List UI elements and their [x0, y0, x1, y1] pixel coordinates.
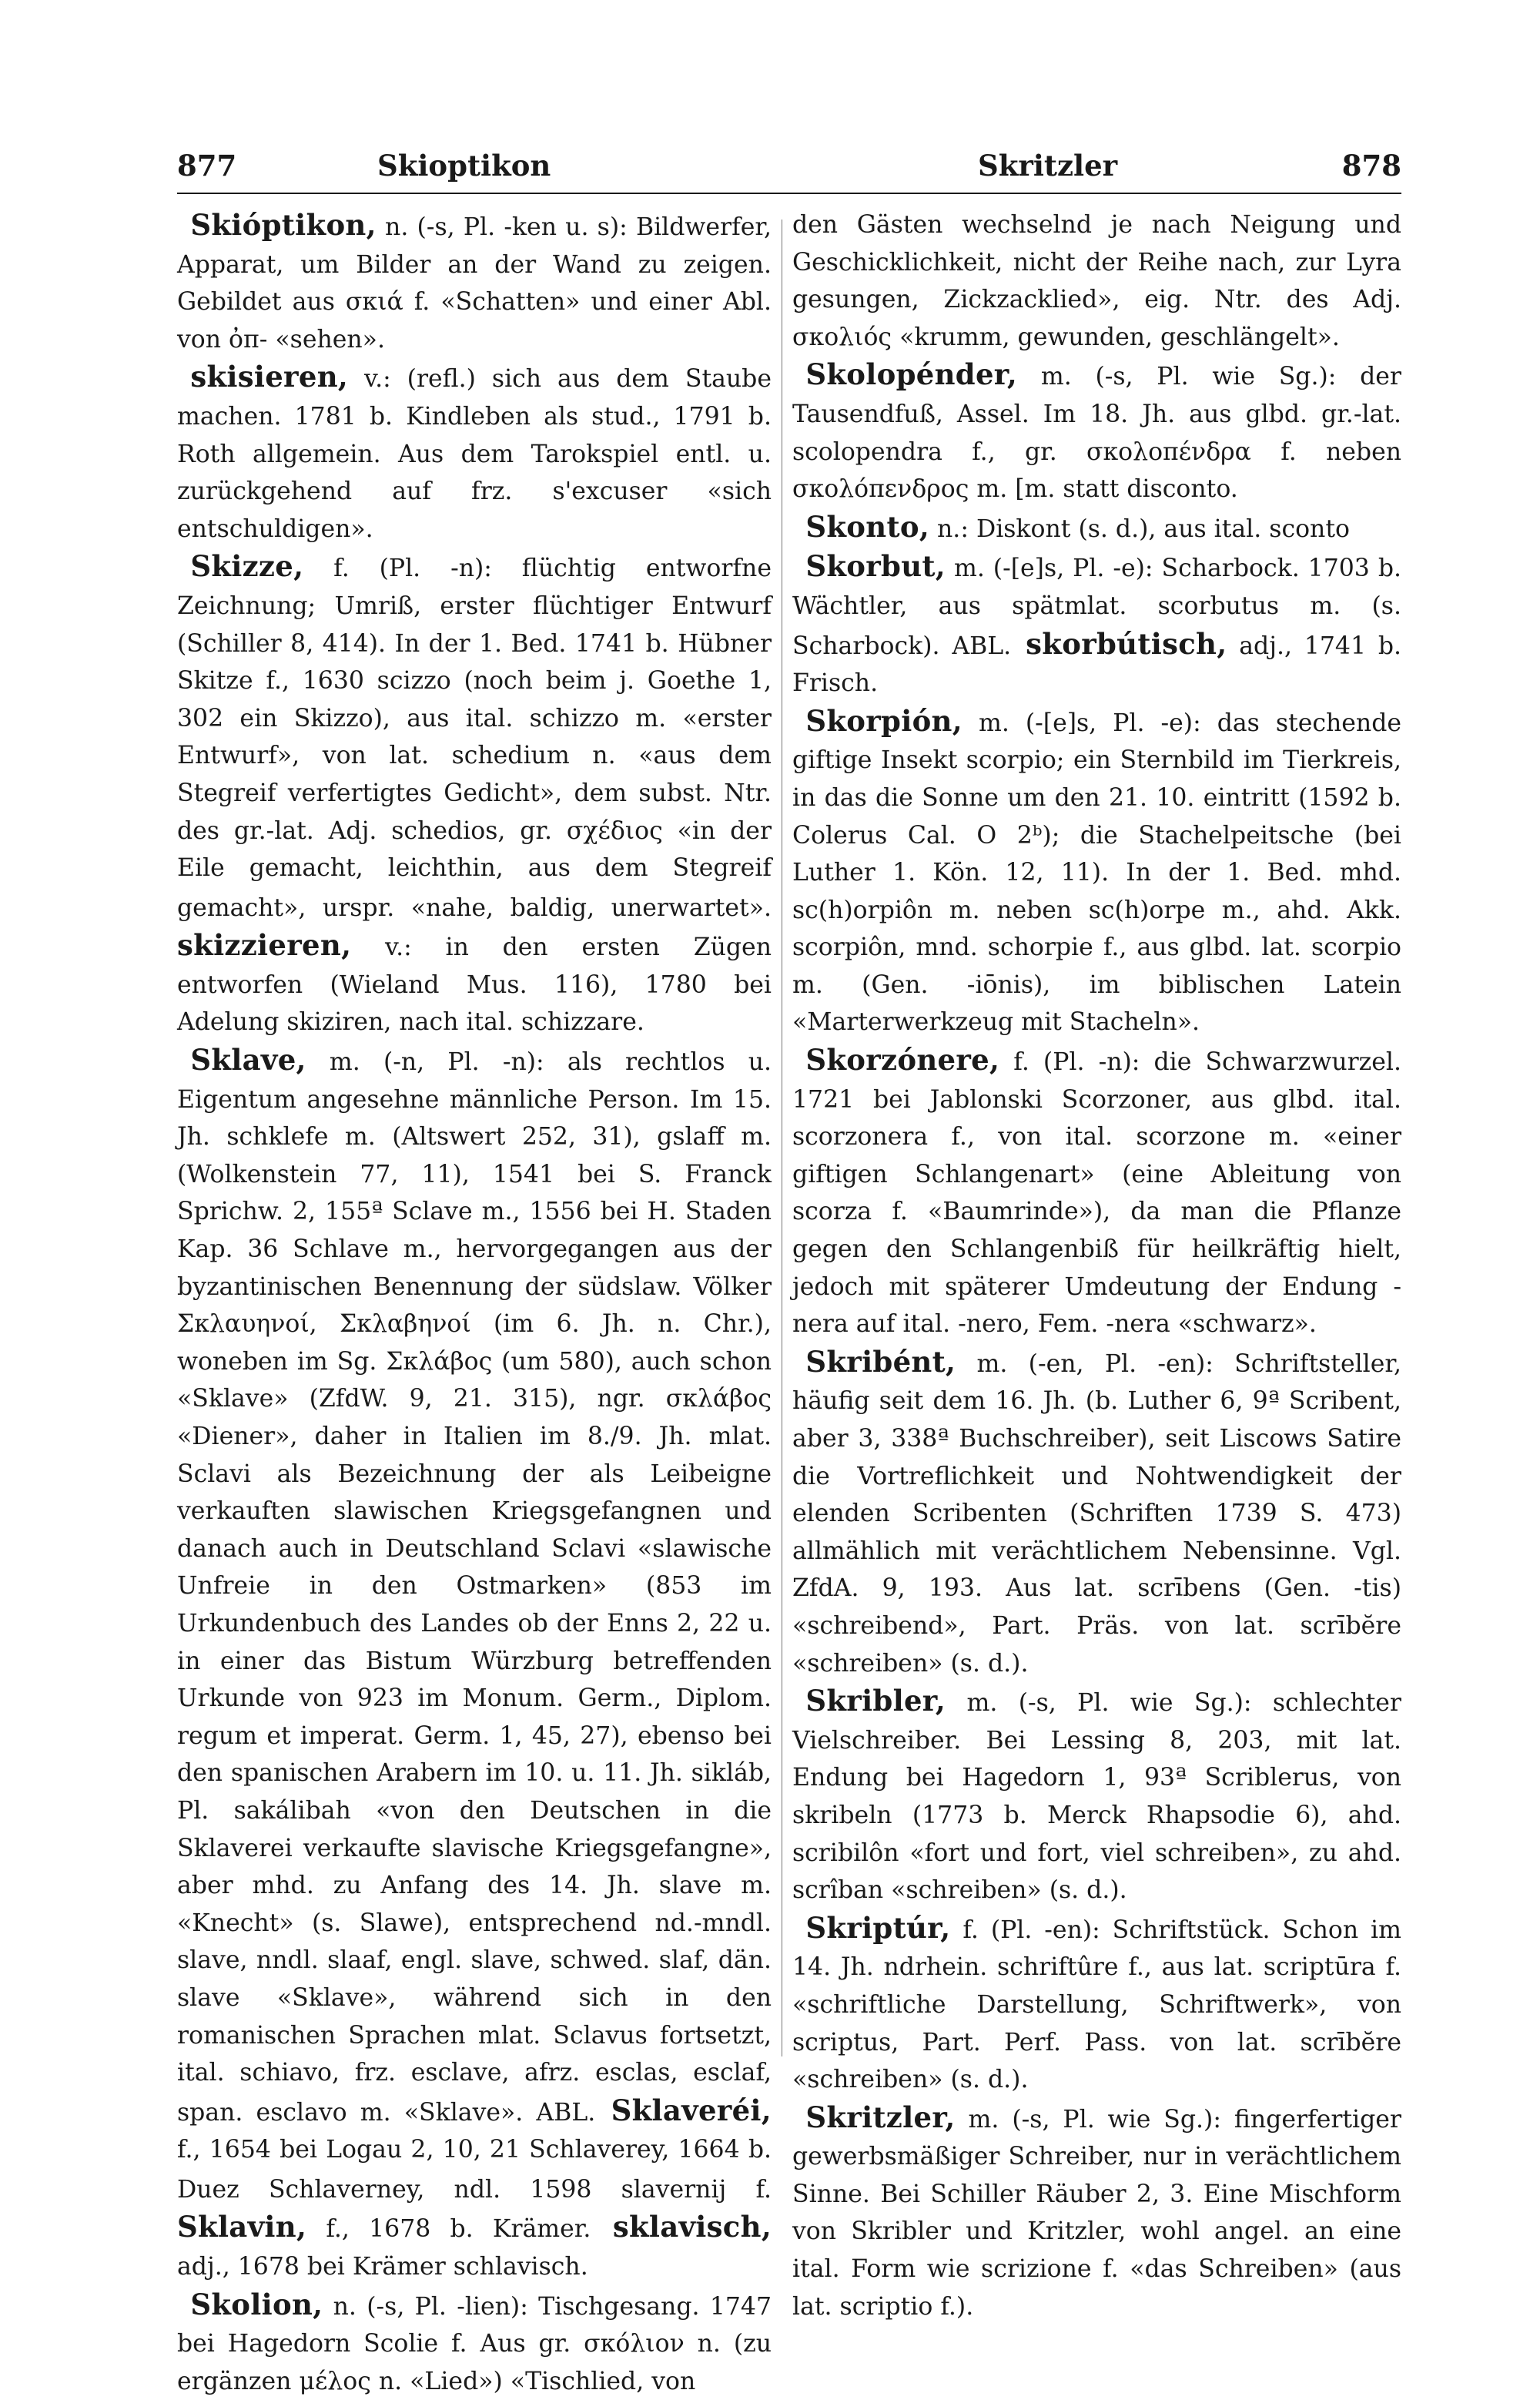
entry-text: f. (Pl. -n): die Schwarzwurzel. 1721 bei Jablonski Scorzoner, aus glbd. ital. scorzonera f., von ital. scorzone m. «einer giftigen Schlangenart» (eine Ableitung von scorza f. «Baumrinde»), da man die Pflanze gegen den Schlangenbiß für heilkräftig hielt, jedoch mit späterer Umdeutung der Endung -nera auf ital. -nero, Fem. -nera «schwarz».	[792, 1048, 1401, 1339]
headword: Skolopénder,	[805, 357, 1018, 392]
headword: Skizze,	[190, 549, 304, 584]
headword: Skorzónere,	[805, 1043, 1000, 1078]
headword: Skorbut,	[805, 549, 946, 584]
entry-text: m. (-[e]s, Pl. -e): Scharbock. 1703 b. Wächtler, aus spätmlat. scorbutus m. (s. Scharbock). ABL.	[792, 555, 1401, 660]
entry-text: adj., 1741 b. Frisch.	[792, 632, 1401, 698]
headword: Skriptúr,	[805, 1910, 951, 1945]
entry-text: f. (Pl. -n): flüchtig entworfne Zeichnung; Umriß, erster flüchtiger Entwurf (Schiller 8, 414). In der 1. Bed. 1741 b. Hübner Skitze f., 1630 scizzo (noch beim j. Goethe 1, 302 ein Skizzo), aus ital. schizzo m. «erster Entwurf», von lat. schedium n. «aus dem Stegreif verfertigtes Gedicht», dem subst. Ntr. des gr.-lat. Adj. schedios, gr. σχέδιος «in der Eile gemacht, leichthin, aus dem Stegreif gemacht», urspr. «nahe, baldig, unerwartet».	[177, 555, 772, 922]
headword: Skolion,	[190, 2287, 323, 2321]
headword: Skritzler,	[805, 2100, 956, 2134]
dictionary-entry	[177, 2286, 772, 2400]
headword: Sklave,	[190, 1043, 306, 1078]
entry-text: m. (-s, Pl. wie Sg.): schlechter Vielschreiber. Bei Lessing 8, 203, mit lat. Endung bei Hagedorn 1, 93ª Scriblerus, von skribeln (1773 b. Merck Rhapsodie 6), ahd. scribilôn «fort und fort, viel schreiben», zu ahd. scrîban «schreiben» (s. d.).	[792, 1689, 1401, 1905]
dictionary-entry	[177, 548, 772, 1041]
dictionary-entry	[792, 548, 1401, 702]
guide-word-right: Skritzler	[978, 149, 1118, 183]
dictionary-entry-continuation	[792, 206, 1401, 356]
page-number-right: 878	[1341, 149, 1401, 183]
dictionary-entry	[792, 2099, 1401, 2326]
guide-word-left: Skioptikon	[377, 149, 551, 183]
entry-text: m. (-n, Pl. -n): als rechtlos u. Eigentum angesehne männliche Person. Im 15. Jh. schklefe m. (Altswert 252, 31), gslaff m. (Wolkenstein 77, 11), 1541 bei S. Franck Sprichw. 2, 155ª Sclave m., 1556 bei H. Staden Kap. 36 Schlave m., hervorgegangen aus der byzantinischen Benennung der südslaw. Völker Σκλαυηνοί, Σκλαβηνοί (im 6. Jh. n. Chr.), woneben im Sg. Σκλάβος (um 580), auch schon «Sklave» (ZfdW. 9, 21. 315), ngr. σκλάβος «Diener», daher in Italien im 8./9. Jh. mlat. Sclavi als Bezeichnung der als Leibeigne verkauften slawischen Kriegsgefangnen und danach auch in Deutschland Sclavi «slawische Unfreie in den Ostmarken» (853 im Urkundenbuch des Landes ob der Enns 2, 22 u. in einer das Bistum Würzburg betreffenden Urkunde von 923 im Monum. Germ., Diplom. regum et imperat. Germ. 1, 45, 27), ebenso bei den spanischen Arabern im 10. u. 11. Jh. sikláb, Pl. sakálibah «von den Deutschen in die Sklaverei verkaufte slavische Kriegsgefangne», aber mhd. zu Anfang des 14. Jh. slave m. «Knecht» (s. Slawe), entsprechend nd.-mndl. slave, nndl. slaaf, engl. slave, schwed. slaf, dän. slave «Sklave», während sich in den romanischen Sprachen mlat. Sclavus fortsetzt, ital. schiavo, frz. esclave, afrz. esclas, esclaf, span. esclavo m. «Sklave». ABL.	[177, 1048, 772, 2127]
entry-text: f., 1678 b. Krämer.	[306, 2215, 591, 2244]
entry-text: m. (-s, Pl. wie Sg.): der Tausendfuß, Assel. Im 18. Jh. aus glbd. gr.-lat. scolopendra f., gr. σκολοπένδρα f. neben σκολόπενδρος m. [m. statt disconto.	[792, 363, 1401, 504]
sub-headword: skizzieren,	[177, 928, 352, 963]
entry-text: n.: Diskont (s. d.), aus ital. sconto	[929, 515, 1350, 543]
dictionary-entry	[177, 206, 772, 358]
headword: Skonto,	[805, 509, 929, 544]
right-column	[792, 206, 1401, 2321]
dictionary-entry	[792, 1343, 1401, 1682]
running-header	[177, 146, 1401, 194]
headword: Skorpión,	[805, 703, 962, 738]
sub-headword: skorbútisch,	[1011, 626, 1227, 661]
sub-headword: Sklavin,	[177, 2210, 307, 2244]
dictionary-entry	[792, 702, 1401, 1041]
headword: skisieren,	[190, 360, 349, 394]
entry-text: n. (-s, Pl. -lien): Tischgesang. 1747 bei Hagedorn Scolie f. Aus gr. σκόλιον n. (zu ergänzen μέλος n. «Lied») «Tischlied, von	[177, 2292, 772, 2395]
dictionary-entry	[792, 1682, 1401, 1909]
entry-text: m. (-[e]s, Pl. -e): das stechende giftige Insekt scorpio; ein Sternbild im Tierkreis, in das die Sonne um den 21. 10. eintritt (1592 b. Colerus Cal. O 2ᵇ); die Stachelpeitsche (bei Luther 1. Kön. 12, 11). In der 1. Bed. mhd. sc(h)orpiôn m. neben sc(h)orpe m., ahd. Akk. scorpiôn, mnd. schorpie f., aus glbd. lat. scorpio m. (Gen. -iōnis), im biblischen Latein «Marterwerkzeug mit Stacheln».	[792, 709, 1401, 1037]
entry-text: f. (Pl. -en): Schriftstück. Schon im 14. Jh. ndrhein. schriftûre f., aus lat. scriptūra f. «schriftliche Darstellung, Schriftwerk», von scriptus, Part. Perf. Pass. von lat. scrībĕre «schreiben» (s. d.).	[792, 1916, 1401, 2094]
entry-text: adj., 1678 bei Krämer schlavisch.	[177, 2253, 588, 2281]
entry-text: f., 1654 bei Logau 2, 10, 21 Schlaverey, 1664 b. Duez Schlaverney, ndl. 1598 slavernij f.	[177, 2136, 772, 2204]
headword: Skribént,	[805, 1344, 956, 1379]
left-column	[177, 206, 772, 2395]
dictionary-entry	[792, 508, 1401, 548]
dictionary-entry	[177, 1041, 772, 2286]
entry-text: v.: in den ersten Zügen entworfen (Wieland Mus. 116), 1780 bei Adelung skiziren, nach ital. schizzare.	[177, 934, 772, 1037]
entry-text: m. (-s, Pl. wie Sg.): fingerfertiger gewerbsmäßiger Schreiber, nur in verächtlichem Sinne. Bei Schiller Räuber 2, 3. Eine Mischform von Skribler und Kritzler, wohl angel. an eine ital. Form wie scrizione f. «das Schreiben» (aus lat. scriptio f.).	[792, 2105, 1401, 2321]
dictionary-entry	[177, 358, 772, 548]
headword: Skióptikon,	[190, 208, 377, 242]
headword: Skribler,	[805, 1684, 946, 1718]
entry-text: v.: (refl.) sich aus dem Staube machen. 1781 b. Kindleben als stud., 1791 b. Roth allgemein. Aus dem Tarokspiel entl. u. zurückgehend auf frz. s'excuser «sich entschuldigen».	[177, 365, 772, 543]
dictionary-entry	[792, 1909, 1401, 2099]
entry-text: m. (-en, Pl. -en): Schriftsteller, häufig seit dem 16. Jh. (b. Luther 6, 9ª Scribent, aber 3, 338ª Buchschreiber), seit Liscows Satire die Vortreflichkeit und Nohtwendigkeit der elenden Scribenten (Schriften 1739 S. 473) allmählich mit verächtlichem Nebensinne. Vgl. ZfdA. 9, 193. Aus lat. scrībens (Gen. -tis) «schreibend», Part. Präs. von lat. scrībĕre «schreiben» (s. d.).	[792, 1349, 1401, 1678]
page-number-left: 877	[177, 149, 237, 183]
dictionary-entry	[792, 356, 1401, 508]
sub-headword: sklavisch,	[591, 2210, 772, 2244]
sub-headword: Sklaveréi,	[595, 2093, 772, 2127]
entry-text: den Gästen wechselnd je nach Neigung und Geschicklichkeit, nicht der Reihe nach, zur Lyra gesungen, Zickzacklied», eig. Ntr. des Adj. σκολιός «krumm, gewunden, geschlängelt».	[792, 211, 1401, 351]
dictionary-entry	[792, 1041, 1401, 1343]
entry-text: n. (-s, Pl. -ken u. s): Bildwerfer, Apparat, um Bilder an der Wand zu zeigen. Gebildet aus σκιά f. «Schatten» und einer Abl. von ὀπ- «sehen».	[177, 213, 772, 354]
